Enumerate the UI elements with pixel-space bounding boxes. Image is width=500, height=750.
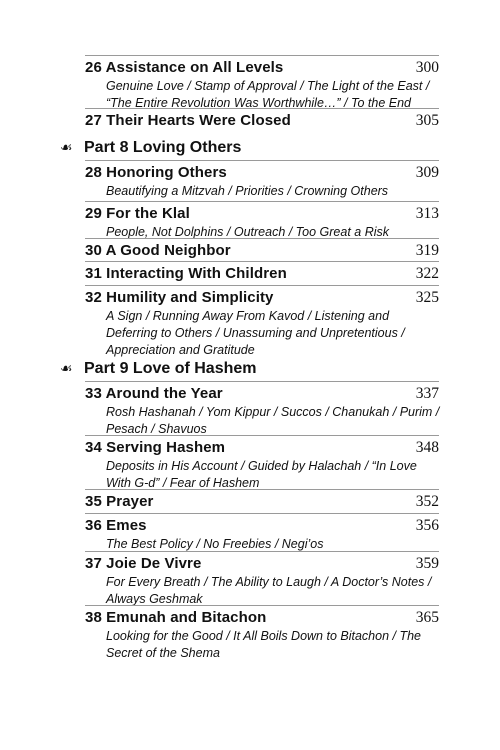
page-number: 365 — [415, 609, 439, 626]
part-title: Part 8 Loving Others — [84, 139, 242, 156]
page-number: 319 — [415, 242, 439, 259]
chapter-subtitles: Rosh Hashanah / Yom Kippur / Succos / Chanukah / Purim / Pesach / Shavuos — [106, 405, 440, 436]
chapter-subtitles: People, Not Dolphins / Outreach / Too Great a Risk — [106, 225, 390, 239]
toc-entry-37 — [85, 551, 439, 608]
toc-entry-32 — [85, 285, 439, 359]
toc-entry-36 — [85, 513, 439, 553]
chapter-title: 30 A Good Neighbor — [85, 242, 231, 259]
page-number: 313 — [415, 205, 439, 222]
chapter-title: 27 Their Hearts Were Closed — [85, 112, 291, 129]
toc-entry-34 — [85, 435, 439, 492]
chapter-title: 38 Emunah and Bitachon — [85, 609, 267, 626]
chapter-subtitles: Genuine Love / Stamp of Approval / The Light of the East / “The Entire Revolution Was Worthwhile…” / To the End — [106, 79, 430, 110]
fleuron-icon: ☙ — [60, 361, 73, 377]
toc-entry-33 — [85, 381, 439, 438]
toc-entry-31 — [85, 261, 439, 282]
fleuron-icon: ☙ — [60, 140, 73, 156]
page-number: 337 — [415, 385, 439, 402]
chapter-title: 26 Assistance on All Levels — [85, 59, 284, 76]
toc-entry-35 — [85, 489, 439, 510]
part-title: Part 9 Love of Hashem — [84, 360, 257, 377]
toc-entry-28 — [85, 160, 439, 200]
chapter-subtitles: For Every Breath / The Ability to Laugh / A Doctor’s Notes / Always Geshmak — [106, 575, 432, 606]
page-number: 348 — [415, 439, 439, 456]
chapter-subtitles: Looking for the Good / It All Boils Down to Bitachon / The Secret of the Shema — [106, 629, 421, 660]
toc-entry-30 — [85, 238, 439, 259]
page-number: 322 — [415, 265, 439, 282]
chapter-subtitles: Beautifying a Mitzvah / Priorities / Crowning Others — [106, 184, 389, 198]
page-number: 300 — [415, 59, 439, 76]
chapter-subtitles: A Sign / Running Away From Kavod / Listening and Deferring to Others / Unassuming and Unpretentious / Appreciation and Gratitude — [106, 309, 405, 357]
page-number: 305 — [415, 112, 439, 129]
chapter-title: 32 Humility and Simplicity — [85, 289, 274, 306]
chapter-title: 29 For the Klal — [85, 205, 190, 222]
toc-entry-27 — [85, 108, 439, 129]
chapter-title: 34 Serving Hashem — [85, 439, 226, 456]
page-number: 325 — [415, 289, 439, 306]
page-number: 352 — [415, 493, 439, 510]
chapter-title: 35 Prayer — [85, 493, 154, 510]
toc-entry-29 — [85, 201, 439, 241]
chapter-title: 28 Honoring Others — [85, 164, 227, 181]
toc-entry-26 — [85, 55, 439, 112]
page-number: 309 — [415, 164, 439, 181]
chapter-subtitles: The Best Policy / No Freebies / Negi’os — [106, 537, 324, 551]
page-number: 356 — [415, 517, 439, 534]
chapter-title: 31 Interacting With Children — [85, 265, 287, 282]
chapter-title: 37 Joie De Vivre — [85, 555, 202, 572]
chapter-title: 36 Emes — [85, 517, 147, 534]
chapter-title: 33 Around the Year — [85, 385, 223, 402]
page-number: 359 — [415, 555, 439, 572]
chapter-subtitles: Deposits in His Account / Guided by Halachah / “In Love With G-d” / Fear of Hashem — [106, 459, 417, 490]
toc-entry-38 — [85, 605, 439, 662]
